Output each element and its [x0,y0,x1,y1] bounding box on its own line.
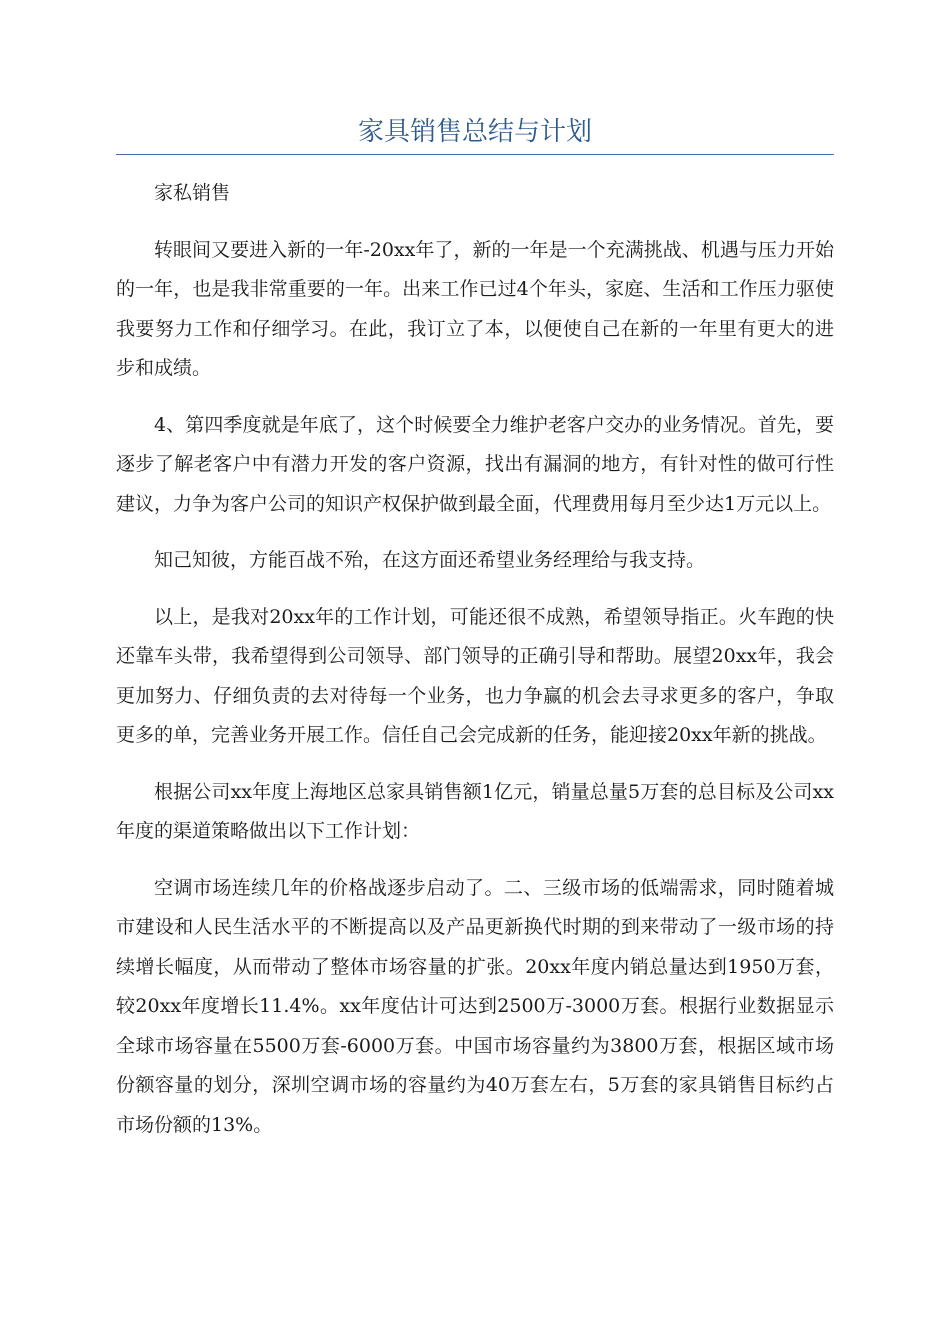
paragraph: 知己知彼，方能百战不殆，在这方面还希望业务经理给与我支持。 [154,549,706,571]
paragraph: 转眼间又要进入新的一年-20xx年了，新的一年是一个充满挑战、机遇与压力开始的一年，也是我非常重要的一年。出来工作已过4个年头，家庭、生活和工作压力驱使我要努力工作和仔细学习。在此，我订立了本，以便使自己在新的一年里有更大的进步和成绩。 [116,238,834,379]
document-body [116,174,834,1162]
title-underline [116,154,834,155]
section-heading: 家私销售 [154,182,231,204]
paragraph: 根据公司xx年度上海地区总家具销售额1亿元，销量总量5万套的总目标及公司xx年度的渠道策略做出以下工作计划： [116,780,834,842]
paragraph: 空调市场连续几年的价格战逐步启动了。二、三级市场的低端需求，同时随着城市建设和人民生活水平的不断提高以及产品更新换代时期的到来带动了一级市场的持续增长幅度，从而带动了整体市场容量的扩张。20xx年度内销总量达到1950万套，较20xx年度增长11.4%。xx年度估计可达到2500万-3000万套。根据行业数据显示全球市场容量在5500万套-6000万套。中国市场容量约为3800万套，根据区域市场份额容量的划分，深圳空调市场的容量约为40万套左右，5万套的家具销售目标约占市场份额的13%。 [116,876,834,1136]
paragraph: 4、第四季度就是年底了，这个时候要全力维护老客户交办的业务情况。首先，要逐步了解老客户中有潜力开发的客户资源，找出有漏洞的地方，有针对性的做可行性建议，力争为客户公司的知识产权保护做到最全面，代理费用每月至少达1万元以上。 [116,413,834,515]
paragraph: 以上，是我对20xx年的工作计划，可能还很不成熟，希望领导指正。火车跑的快还靠车头带，我希望得到公司领导、部门领导的正确引导和帮助。展望20xx年，我会更加努力、仔细负责的去对待每一个业务，也力争赢的机会去寻求更多的客户，争取更多的单，完善业务开展工作。信任自己会完成新的任务，能迎接20xx年新的挑战。 [116,605,834,746]
page-title: 家具销售总结与计划 [357,117,592,147]
